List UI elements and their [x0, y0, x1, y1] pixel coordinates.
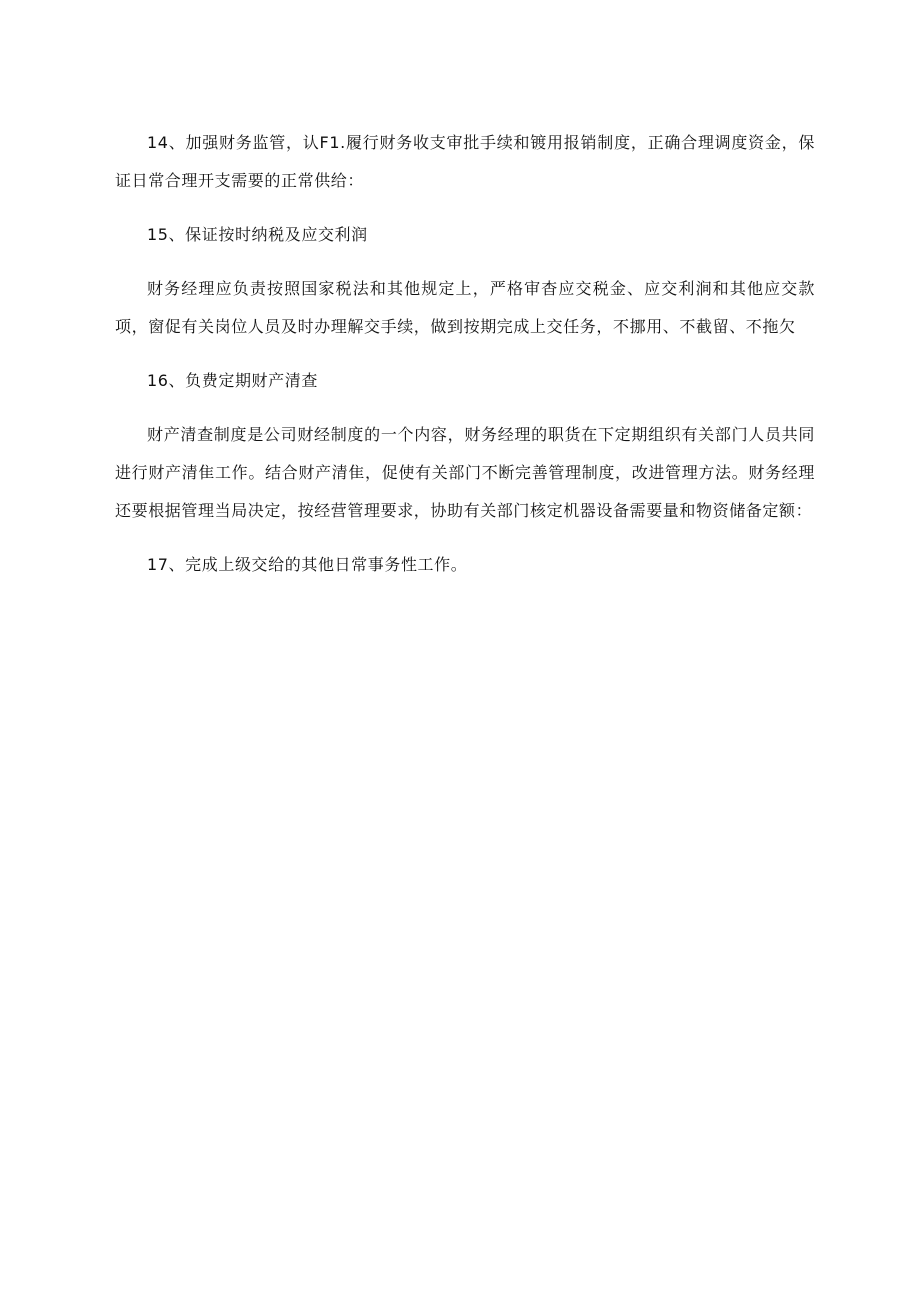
paragraph-14: 14、加强财务监管，认F1.履行财务收支审批手续和镀用报销制度，正确合理调度资金，保证日常合理开支需要的正常供给：	[115, 133, 815, 190]
paragraph-spacing	[115, 200, 815, 216]
paragraph-asset-check: 财产清查制度是公司财经制度的一个内容，财务经理的职货在下定期组织有关部门人员共同进行财产清隹工作。结合财产清隹，促使有关部门不断完善管理制度，改进管理方法。财务经理还要根据管理当局决定，按经营管理要求，协助有关部门核定机器设备需要量和物资储备定额：	[115, 425, 815, 520]
document-body	[115, 124, 815, 584]
heading-16: 16、负费定期财产清查	[147, 371, 318, 390]
heading-15: 15、保证按时纳税及应交利润	[147, 225, 368, 244]
paragraph-spacing	[115, 530, 815, 546]
paragraph-spacing	[115, 346, 815, 362]
paragraph-spacing	[115, 400, 815, 416]
paragraph-17: 17、完成上级交给的其他日常事务性工作。	[147, 555, 468, 574]
paragraph-tax-payment: 财务经理应负责按照国家税法和其他规定上，严格审杳应交税金、应交利涧和其他应交款项，窗促有关岗位人员及时办理解交手续，做到按期完成上交任务，不挪用、不截留、不拖欠	[115, 279, 815, 336]
paragraph-spacing	[115, 254, 815, 270]
